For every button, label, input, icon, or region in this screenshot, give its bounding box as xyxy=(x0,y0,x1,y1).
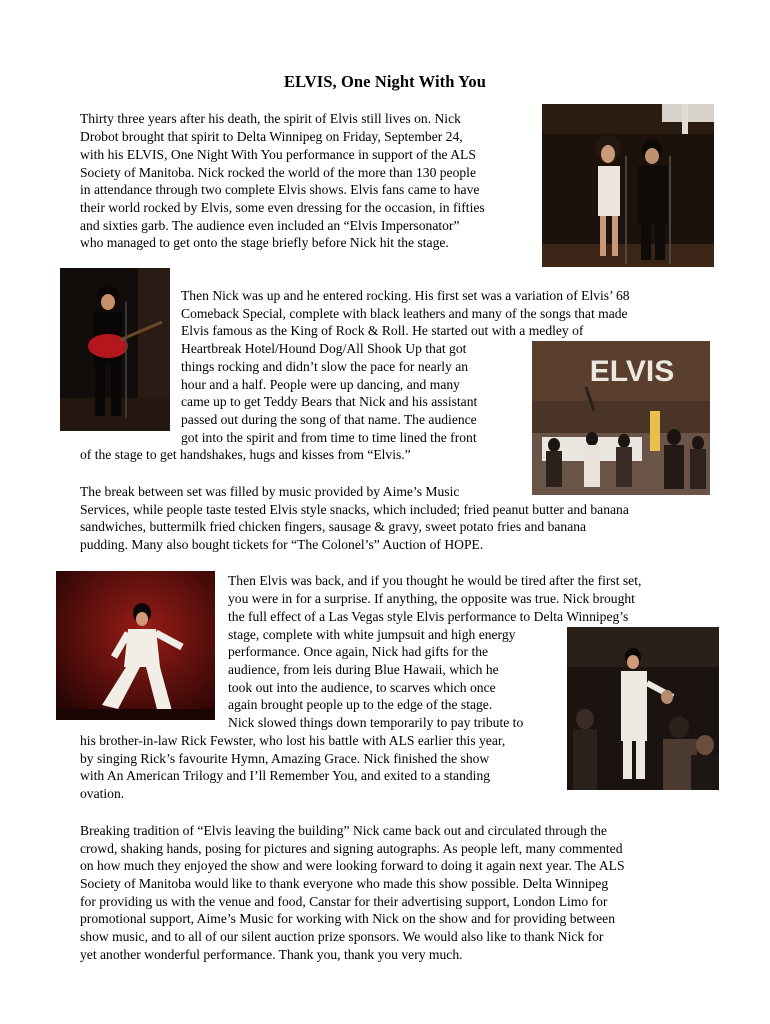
text-line: got into the spirit and from time to time lined the front xyxy=(181,430,477,445)
text-line: for providing us with the venue and food, Canstar for their advertising support, London Limo for xyxy=(80,894,608,909)
photo-impersonator-duo xyxy=(542,104,714,267)
text-line: took out into the audience, to scarves which once xyxy=(228,680,496,695)
text-line: crowd, shaking hands, posing for pictures and signing autographs. As people left, many commented xyxy=(80,841,623,856)
text-line: came up to get Teddy Bears that Nick and his assistant xyxy=(181,394,478,409)
text-line: and sixties garb. The audience even included an “Elvis Impersonator” xyxy=(80,218,460,233)
photo-elvis-white-jumpsuit xyxy=(56,571,215,720)
stage-sign-text: ELVIS xyxy=(589,355,675,388)
text-line: of the stage to get handshakes, hugs and kisses from “Elvis.” xyxy=(80,447,411,462)
text-line: Services, while people taste tested Elvis style snacks, which included; fried peanut butter and banana xyxy=(80,502,629,517)
text-line: Then Nick was up and he entered rocking. His first set was a variation of Elvis’ 68 xyxy=(181,288,630,303)
text-line: show music, and to all of our silent auction prize sponsors. We would also like to thank Nick for xyxy=(80,929,604,944)
text-line: promotional support, Aime’s Music for working with Nick on the show and for providing between xyxy=(80,911,615,926)
text-line: things rocking and didn’t slow the pace for nearly an xyxy=(181,359,469,374)
text-line: passed out during the song of that name. The audience xyxy=(181,412,477,427)
text-line: yet another wonderful performance. Thank you, thank you very much. xyxy=(80,947,463,962)
text-line: performance. Once again, Nick had gifts for the xyxy=(228,644,489,659)
text-line: Thirty three years after his death, the spirit of Elvis still lives on. Nick xyxy=(80,111,461,126)
text-line: stage, complete with white jumpsuit and high energy xyxy=(228,627,516,642)
text-line: his brother-in-law Rick Fewster, who lost his battle with ALS earlier this year, xyxy=(80,733,506,748)
text-line: Nick slowed things down temporarily to pay tribute to xyxy=(228,715,524,730)
text-line: by singing Rick’s favourite Hymn, Amazing Grace. Nick finished the show xyxy=(80,751,490,766)
text-line: again brought people up to the edge of the stage. xyxy=(228,697,493,712)
text-line: Heartbreak Hotel/Hound Dog/All Shook Up that got xyxy=(181,341,467,356)
text-line: Breaking tradition of “Elvis leaving the building” Nick came back out and circulated through the xyxy=(80,823,607,838)
text-line: Society of Manitoba would like to thank everyone who made this show possible. Delta Winnipeg xyxy=(80,876,609,891)
text-line: Comeback Special, complete with black leathers and many of the songs that made xyxy=(181,306,628,321)
text-line: with An American Trilogy and I’ll Remember You, and exited to a standing xyxy=(80,768,491,783)
text-line: pudding. Many also bought tickets for “The Colonel’s” Auction of HOPE. xyxy=(80,537,484,552)
text-line: hour and a half. People were up dancing, and many xyxy=(181,377,460,392)
text-line: Then Elvis was back, and if you thought he would be tired after the first set, xyxy=(228,573,642,588)
text-line: their world rocked by Elvis, some even dressing for the occasion, in fifties xyxy=(80,200,485,215)
photo-elvis-leather-guitar xyxy=(60,268,170,431)
text-line: ovation. xyxy=(80,786,125,801)
text-line: Drobot brought that spirit to Delta Winnipeg on Friday, September 24, xyxy=(80,129,463,144)
text-line: Elvis famous as the King of Rock & Roll. He started out with a medley of xyxy=(181,323,584,338)
text-line: The break between set was filled by music provided by Aime’s Music xyxy=(80,484,460,499)
text-line: sandwiches, buttermilk fried chicken fingers, sausage & gravy, sweet potato fries and banana xyxy=(80,519,587,534)
text-line: the full effect of a Las Vegas style Elvis performance to Delta Winnipeg’s xyxy=(228,609,629,624)
text-line: Society of Manitoba. Nick rocked the world of the more than 130 people xyxy=(80,165,476,180)
text-line: on how much they enjoyed the show and were looking forward to doing it again next year. The ALS xyxy=(80,858,625,873)
article-title: ELVIS, One Night With You xyxy=(284,72,486,91)
text-line: who managed to get onto the stage briefly before Nick hit the stage. xyxy=(80,235,449,250)
text-line: audience, from leis during Blue Hawaii, which he xyxy=(228,662,499,677)
text-line: in attendance through two complete Elvis shows. Elvis fans came to have xyxy=(80,182,480,197)
photo-elvis-stage-sign xyxy=(532,341,710,495)
photo-elvis-in-audience xyxy=(567,627,719,790)
text-line: you were in for a surprise. If anything, the opposite was true. Nick brought xyxy=(228,591,635,606)
text-line: with his ELVIS, One Night With You performance in support of the ALS xyxy=(80,147,476,162)
